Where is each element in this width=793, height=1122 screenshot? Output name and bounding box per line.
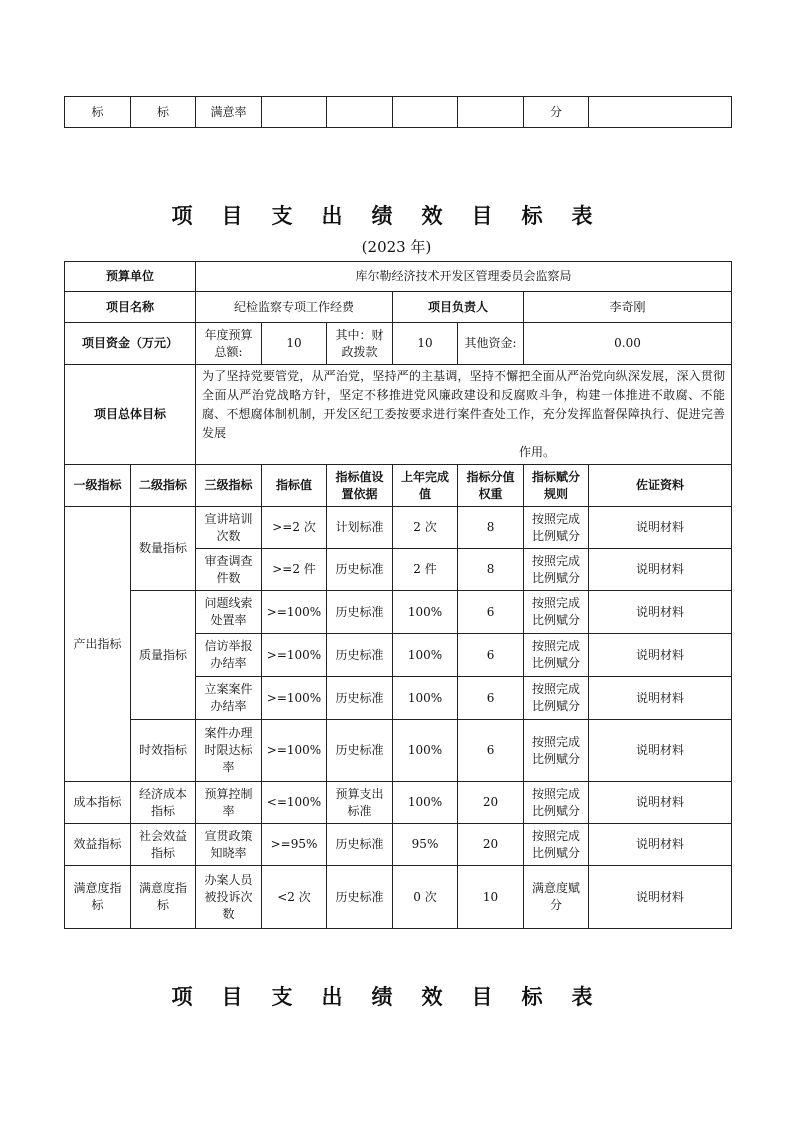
rule-cell: 按照完成比例赋分 [524,507,589,549]
basis-cell: 历史标准 [327,591,393,634]
level1-cost: 成本指标 [65,782,131,824]
last-year-cell: 100% [393,591,458,634]
last-year-cell: 100% [393,677,458,720]
last-year-cell: 0 次 [393,866,458,929]
level3-cell: 问题线索处置率 [196,591,262,634]
header-rule: 指标赋分规则 [524,465,589,507]
weight-cell: 6 [458,634,524,677]
rule-cell: 按照完成比例赋分 [524,634,589,677]
table-row [65,866,732,929]
rule-cell: 按照完成比例赋分 [524,591,589,634]
fragment-cell-5 [327,97,393,128]
last-year-cell: 2 件 [393,549,458,591]
level2-cost: 经济成本指标 [131,782,196,824]
fragment-cell-7 [458,97,524,128]
header-level3: 三级指标 [196,465,262,507]
level2-satisfaction: 满意度指标 [131,866,196,929]
last-year-cell: 100% [393,634,458,677]
project-leader-value: 李奇刚 [524,292,732,323]
table-row [65,824,732,866]
weight-cell: 20 [458,824,524,866]
annual-budget-label: 年度预算总额: [196,323,262,365]
value-cell: <=100% [262,782,327,824]
value-cell: >=2 次 [262,507,327,549]
basis-cell: 计划标准 [327,507,393,549]
level3-cell: 宣讲培训次数 [196,507,262,549]
budget-unit-label: 预算单位 [65,262,196,292]
table-row [65,782,732,824]
basis-cell: 历史标准 [327,549,393,591]
year-label: (2023 年) [361,238,432,256]
evidence-cell: 说明材料 [589,866,732,929]
basis-cell: 历史标准 [327,824,393,866]
project-funds-label: 项目资金（万元） [65,323,196,365]
value-cell: <2 次 [262,866,327,929]
fragment-cell-3: 满意率 [196,97,262,128]
overall-goal-text [196,365,732,465]
rule-cell: 按照完成比例赋分 [524,549,589,591]
header-basis: 指标值设置依据 [327,465,393,507]
last-year-cell: 2 次 [393,507,458,549]
weight-cell: 20 [458,782,524,824]
fiscal-allocation-label: 其中：财政拨款 [327,323,393,365]
basis-cell: 历史标准 [327,677,393,720]
level3-cell: 宣贯政策知晓率 [196,824,262,866]
evidence-cell: 说明材料 [589,634,732,677]
previous-table-fragment [64,96,732,128]
overall-goal-tail: 作用。 [519,445,556,459]
level3-cell: 信访举报办结率 [196,634,262,677]
weight-cell: 6 [458,591,524,634]
level2-quantity: 数量指标 [131,507,196,591]
level3-cell: 立案案件办结率 [196,677,262,720]
annual-budget-value: 10 [262,323,327,365]
fragment-cell-9 [589,97,732,128]
weight-cell: 6 [458,677,524,720]
last-year-cell: 100% [393,720,458,782]
value-cell: >=95% [262,824,327,866]
table-row [65,720,732,782]
overall-goal-body: 为了坚持党要管党，从严治党，坚持严的主基调，坚持不懈把全面从严治党向纵深发展，深入贯彻全面从严治党战略方针，坚定不移推进党风廉政建设和反腐败斗争，构建一体推进不敢腐、不能腐、不想腐体制机制，开发区纪工委按要求进行案件查处工作，充分发挥监督保障执行、促进完善发展 [202,369,726,440]
evidence-cell: 说明材料 [589,591,732,634]
header-evidence: 佐证资料 [589,465,732,507]
basis-cell: 历史标准 [327,634,393,677]
rule-cell: 按照完成比例赋分 [524,677,589,720]
level1-output: 产出指标 [65,507,131,782]
page-title: 项目支出绩效目标表 [171,204,622,228]
other-funds-value: 0.00 [524,323,732,365]
rule-cell: 按照完成比例赋分 [524,824,589,866]
level1-benefit: 效益指标 [65,824,131,866]
level2-quality: 质量指标 [131,591,196,720]
budget-unit-value: 库尔勒经济技术开发区管理委员会监察局 [196,262,732,292]
evidence-cell: 说明材料 [589,549,732,591]
fragment-cell-8: 分 [524,97,589,128]
value-cell: >=100% [262,720,327,782]
value-cell: >=100% [262,677,327,720]
header-level1: 一级指标 [65,465,131,507]
weight-cell: 10 [458,866,524,929]
level3-cell: 办案人员被投诉次数 [196,866,262,929]
basis-cell: 预算支出标准 [327,782,393,824]
last-year-cell: 95% [393,824,458,866]
evidence-cell: 说明材料 [589,507,732,549]
table-row [65,591,732,634]
evidence-cell: 说明材料 [589,824,732,866]
basis-cell: 历史标准 [327,720,393,782]
value-cell: >=100% [262,591,327,634]
value-cell: >=100% [262,634,327,677]
weight-cell: 8 [458,549,524,591]
fragment-cell-2: 标 [131,97,196,128]
level3-cell: 预算控制率 [196,782,262,824]
fragment-cell-1: 标 [65,97,131,128]
overall-goal-label: 项目总体目标 [65,365,196,465]
next-page-title: 项目支出绩效目标表 [171,985,622,1009]
performance-target-table [64,261,732,929]
level3-cell: 审查调查件数 [196,549,262,591]
level2-benefit: 社会效益指标 [131,824,196,866]
table-row [65,507,732,549]
project-leader-label: 项目负责人 [393,292,524,323]
basis-cell: 历史标准 [327,866,393,929]
fragment-cell-4 [262,97,327,128]
level1-satisfaction: 满意度指标 [65,866,131,929]
level3-cell: 案件办理时限达标率 [196,720,262,782]
value-cell: >=2 件 [262,549,327,591]
rule-cell: 按照完成比例赋分 [524,720,589,782]
other-funds-label: 其他资金: [458,323,524,365]
evidence-cell: 说明材料 [589,677,732,720]
weight-cell: 8 [458,507,524,549]
rule-cell: 满意度赋分 [524,866,589,929]
weight-cell: 6 [458,720,524,782]
last-year-cell: 100% [393,782,458,824]
header-level2: 二级指标 [131,465,196,507]
project-name-label: 项目名称 [65,292,196,323]
fragment-cell-6 [393,97,458,128]
rule-cell: 按照完成比例赋分 [524,782,589,824]
header-last-year: 上年完成值 [393,465,458,507]
header-weight: 指标分值权重 [458,465,524,507]
evidence-cell: 说明材料 [589,720,732,782]
evidence-cell: 说明材料 [589,782,732,824]
project-name-value: 纪检监察专项工作经费 [196,292,393,323]
level2-time: 时效指标 [131,720,196,782]
header-value: 指标值 [262,465,327,507]
fiscal-allocation-value: 10 [393,323,458,365]
